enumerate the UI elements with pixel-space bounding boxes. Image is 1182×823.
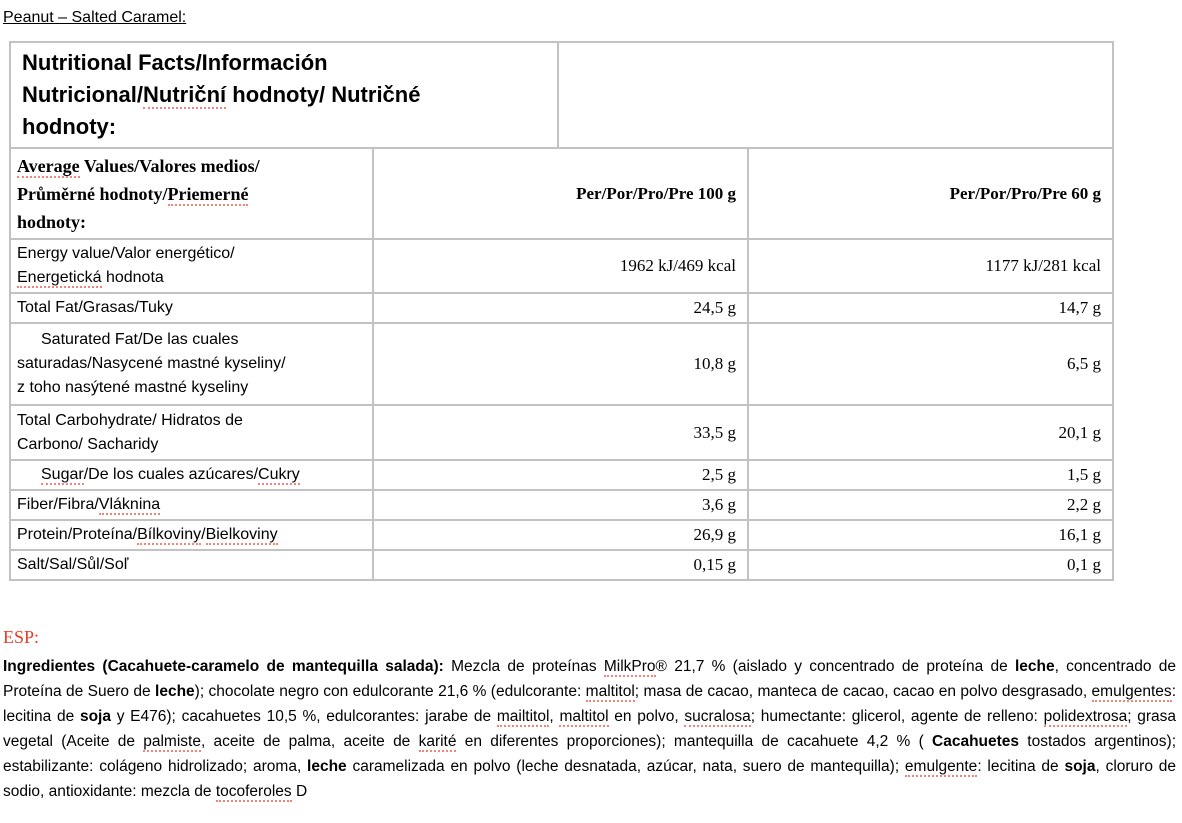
spellcheck-underlined-word: Bílkoviny <box>137 526 202 543</box>
text-run: Saturated Fat/De las cuales <box>41 331 239 348</box>
spellcheck-underlined-word: tocoferoles <box>215 783 292 800</box>
text-run: , aceite de palma, aceite de <box>200 733 419 750</box>
text-run: leche <box>1014 658 1055 675</box>
text-run: leche <box>307 758 347 775</box>
esp-heading: ESP: <box>3 627 40 647</box>
table-row <box>11 519 1112 549</box>
row-label-cell <box>11 491 372 519</box>
spellcheck-underlined-word: maltitol <box>559 708 609 725</box>
text-run: en diferentes proporciones); mantequilla de cacahuete 4,2 % ( <box>456 733 933 750</box>
text-run: caramelizada en polvo (leche desnatada, azúcar, nata, suero de mantequilla); <box>346 758 905 775</box>
spellcheck-underlined-word: karité <box>418 733 457 750</box>
spellcheck-underlined-word: MilkPro <box>603 658 656 675</box>
value-per-100g-cell: 0,15 g <box>372 551 747 579</box>
text-run: Fiber/Fibra/ <box>17 496 99 513</box>
nutrition-table <box>9 41 1114 581</box>
text-run: Průměrné hodnoty/ <box>17 184 168 204</box>
spellcheck-underlined-word: Vláknina <box>98 496 161 513</box>
text-run: , concentrado de Proteína de Suero de <box>3 658 1176 700</box>
text-run: hodnoty: <box>17 212 87 232</box>
text-run: en polvo, <box>608 708 685 725</box>
table-header-empty-cell <box>559 43 1112 147</box>
nutrition-table-body <box>11 238 1112 579</box>
text-run: : lecitina de <box>3 683 1176 725</box>
row-label-cell <box>11 240 372 292</box>
spellcheck-underlined-word: maltitol <box>585 683 635 700</box>
text-run: Carbono/ Sacharidy <box>17 435 159 453</box>
spellcheck-underlined-word: Priemerné <box>167 184 249 204</box>
text-run: saturadas/Nasycené mastné kyseliny/ <box>17 355 286 372</box>
text-run: tostados argentinos); estabilizante: colágeno hidrolizado; aroma, <box>3 733 1176 775</box>
table-row <box>11 404 1112 459</box>
text-run: Cacahuetes <box>932 733 1020 750</box>
text-run: Ingredientes (Cacahuete-caramelo de mantequilla salada): <box>3 658 444 675</box>
text-run: : lecitina de <box>977 758 1065 775</box>
value-per-60g-cell: 0,1 g <box>747 551 1112 579</box>
text-run: ® 21,7 % (aislado y concentrado de proteína de <box>655 658 1015 675</box>
text-run: hodnota <box>101 269 164 286</box>
column-header-per-100g: Per/Por/Pro/Pre 100 g <box>372 149 747 238</box>
text-run: soja <box>1064 758 1096 775</box>
spellcheck-underlined-word: emulgente <box>904 758 978 775</box>
spellcheck-underlined-word: Average <box>17 156 80 176</box>
spellcheck-underlined-word: Nutriční <box>143 82 227 107</box>
text-run: Nutricional/ <box>22 82 144 107</box>
value-per-100g-cell: 3,6 g <box>372 491 747 519</box>
text-run: hodnoty: <box>22 114 117 139</box>
row-label-cell <box>11 461 372 489</box>
row-label-cell <box>11 551 372 579</box>
text-run: Values/Valores medios/ <box>79 156 260 176</box>
spellcheck-underlined-word: Energetická <box>17 269 102 286</box>
spellcheck-underlined-word: mailtitol <box>496 708 550 725</box>
value-per-60g-cell: 16,1 g <box>747 521 1112 549</box>
table-column-header-row <box>11 147 1112 238</box>
text-run: Mezcla de proteínas <box>443 658 604 675</box>
text-run: Total Fat/Grasas/Tuky <box>17 299 173 316</box>
spellcheck-underlined-word: Bielkoviny <box>205 526 278 543</box>
table-row <box>11 489 1112 519</box>
value-per-100g-cell: 10,8 g <box>372 324 747 404</box>
text-run: , cloruro de sodio, antioxidante: mezcla de <box>3 758 1176 800</box>
text-run: ; grasa vegetal (Aceite de <box>3 708 1176 750</box>
text-run: ; humectante: glicerol, agente de relleno: <box>750 708 1044 725</box>
column-header-average-values <box>11 149 372 238</box>
document-page <box>0 9 1182 823</box>
table-row <box>11 238 1112 292</box>
value-per-100g-cell: 33,5 g <box>372 406 747 459</box>
value-per-60g-cell: 1,5 g <box>747 461 1112 489</box>
spellcheck-underlined-word: polidextrosa <box>1043 708 1128 725</box>
text-run: z toho nasýtené mastné kyseliny <box>17 379 249 396</box>
text-run: , <box>549 708 560 725</box>
table-row <box>11 292 1112 322</box>
row-label-cell <box>11 324 372 404</box>
text-run: Energy value/Valor energético/ <box>17 245 235 262</box>
value-per-100g-cell: 26,9 g <box>372 521 747 549</box>
text-run: y E476); cacahuetes 10,5 %, edulcorantes: jarabe de <box>110 708 497 725</box>
row-label-cell <box>11 294 372 322</box>
value-per-100g-cell: 2,5 g <box>372 461 747 489</box>
spellcheck-underlined-word: Cukry <box>258 466 300 483</box>
text-run: /De los cuales azúcares/ <box>83 466 259 483</box>
value-per-100g-cell: 24,5 g <box>372 294 747 322</box>
text-run: Total Carbohydrate/ Hidratos de <box>17 411 243 429</box>
text-run: / <box>201 526 206 543</box>
table-row <box>11 459 1112 489</box>
text-run: ; masa de cacao, manteca de cacao, cacao en polvo desgrasado, <box>634 683 1092 700</box>
table-row <box>11 549 1112 579</box>
text-run: hodnoty/ Nutričné <box>226 82 421 107</box>
spellcheck-underlined-word: Sugar <box>41 466 84 483</box>
row-label-cell <box>11 406 372 459</box>
column-header-per-60g: Per/Por/Pro/Pre 60 g <box>747 149 1112 238</box>
page-title: Peanut – Salted Caramel: <box>3 9 187 26</box>
text-run: leche <box>155 683 195 700</box>
text-run: ); chocolate negro con edulcorante 21,6 % (edulcorante: <box>194 683 586 700</box>
table-header-row <box>11 43 1112 147</box>
text-run: Protein/Proteína/ <box>17 526 138 543</box>
value-per-100g-cell: 1962 kJ/469 kcal <box>372 240 747 292</box>
text-run: D <box>291 783 308 800</box>
text-run: soja <box>79 708 111 725</box>
value-per-60g-cell: 6,5 g <box>747 324 1112 404</box>
spellcheck-underlined-word: emulgentes <box>1091 683 1172 700</box>
value-per-60g-cell: 14,7 g <box>747 294 1112 322</box>
spellcheck-underlined-word: palmiste <box>143 733 201 750</box>
table-header-cell <box>11 43 559 147</box>
row-label-cell <box>11 521 372 549</box>
table-row <box>11 322 1112 404</box>
value-per-60g-cell: 20,1 g <box>747 406 1112 459</box>
value-per-60g-cell: 1177 kJ/281 kcal <box>747 240 1112 292</box>
ingredients-paragraph <box>3 654 1176 804</box>
value-per-60g-cell: 2,2 g <box>747 491 1112 519</box>
spellcheck-underlined-word: sucralosa <box>684 708 751 725</box>
text-run: Salt/Sal/Sůl/Soľ <box>17 556 129 573</box>
text-run: Nutritional Facts/Información <box>22 50 328 75</box>
